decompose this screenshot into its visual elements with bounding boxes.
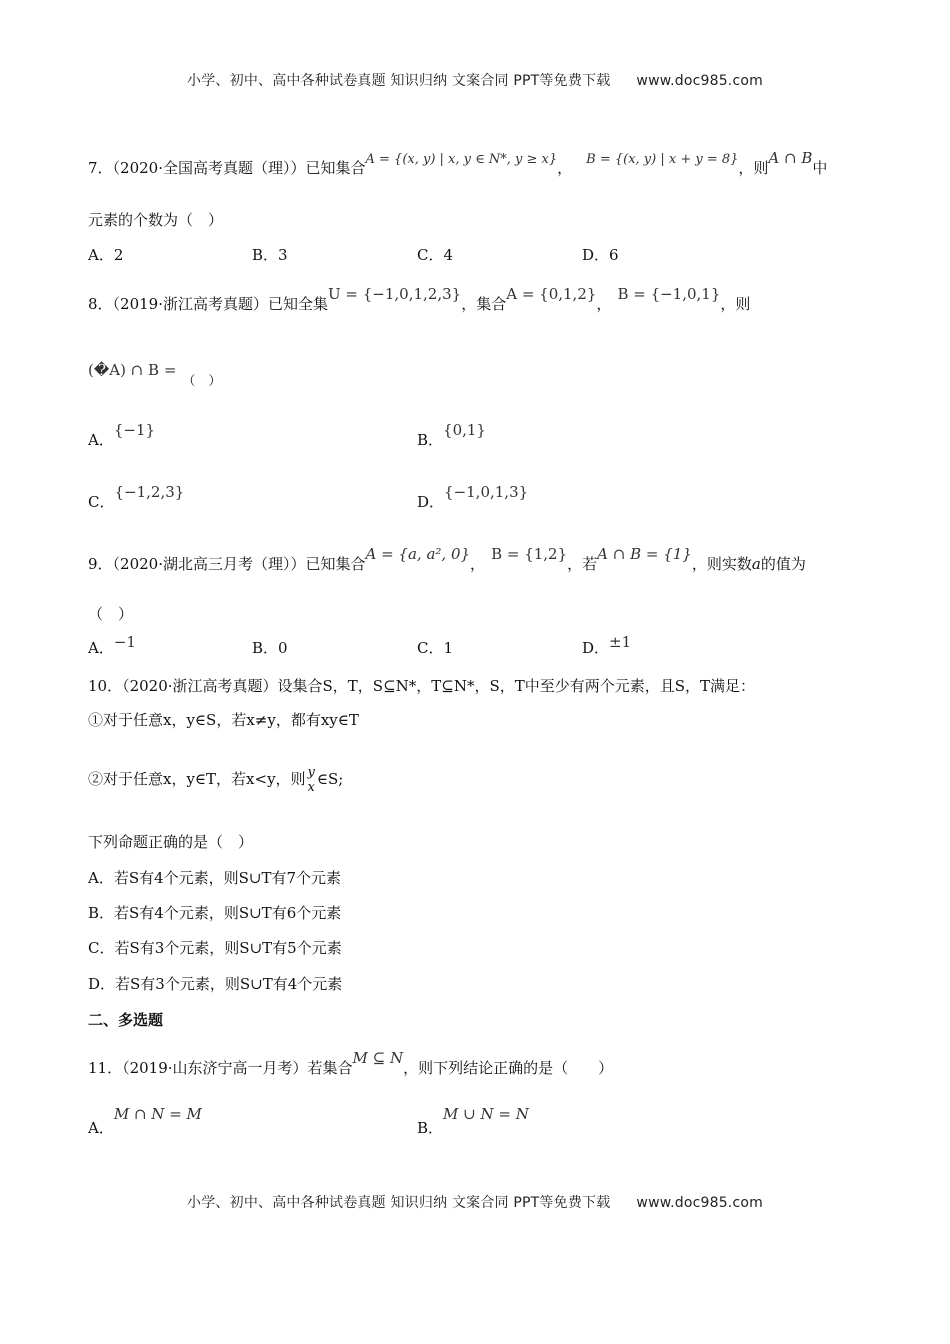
q9-source: （2020·湖北高三月考（理））已知集合 xyxy=(112,555,366,573)
q7-tail: 中 xyxy=(812,159,828,177)
q8-paren: （ ） xyxy=(182,374,222,389)
q9-number: 9． xyxy=(88,555,113,573)
q8-set-a: A = {0,1,2} xyxy=(506,285,597,303)
q8-option-b-value: {0,1} xyxy=(443,421,486,439)
section-heading xyxy=(88,1010,163,1030)
q7-option-d: D．6 xyxy=(582,246,619,264)
q8-mid: ，集合 xyxy=(461,295,507,313)
q8-then: ，则 xyxy=(720,295,751,313)
q10-option-c: C．若S有3个元素，则S∪T有5个元素 xyxy=(88,939,342,957)
q9-option-a-value: −1 xyxy=(113,633,136,651)
q11-expression: M ⊆ N xyxy=(352,1049,404,1067)
q7-number: 7． xyxy=(88,159,113,177)
q8-option-d xyxy=(417,483,529,512)
q8-expression: (�A) ∩ B = xyxy=(88,361,177,379)
q8-set-b: B = {−1,0,1} xyxy=(617,285,721,303)
q9-option-a xyxy=(88,633,136,658)
q9-option-d-value: ±1 xyxy=(609,633,632,651)
q10-condition-2-text: ②对于任意x，y∈T，若x<y，则 xyxy=(88,770,306,788)
q10-condition-1: ①对于任意x，y∈S，若x≠y，都有xy∈T xyxy=(88,711,359,729)
q8-option-a-label: A． xyxy=(88,431,114,449)
q7-separator: ， xyxy=(557,159,573,177)
q9-separator: ， xyxy=(470,555,486,573)
q8-line1 xyxy=(88,285,751,314)
q9-variable: a xyxy=(751,555,761,573)
q9-option-d xyxy=(582,633,632,658)
q8-option-d-label: D． xyxy=(417,493,445,511)
q9-line2: （ ） xyxy=(88,605,134,623)
section-heading-text: 二、多选题 xyxy=(88,1011,164,1029)
q11-option-a-label: A． xyxy=(88,1119,114,1137)
q11-number: 11． xyxy=(88,1059,123,1077)
q9-option-b: B．0 xyxy=(252,639,288,657)
q7-option-c: C．4 xyxy=(417,246,454,264)
q10-line1: 10．（2020·浙江高考真题）设集合S，T，S⊆N*，T⊆N*，S，T中至少有两个元素，且S，T满足： xyxy=(88,677,756,695)
q10-condition-2-tail: ∈S; xyxy=(316,770,344,788)
q11-source: （2019·山东济宁高一月考）若集合 xyxy=(122,1059,353,1077)
q8-option-c-label: C． xyxy=(88,493,115,511)
q8-option-a-value: {−1} xyxy=(113,421,156,439)
footer-banner xyxy=(0,1192,950,1212)
q8-option-c-value: {−1,2,3} xyxy=(114,483,185,501)
header-url[interactable]: www.doc985.com xyxy=(636,73,763,89)
header-banner xyxy=(0,70,950,90)
q10-fraction xyxy=(308,765,315,795)
q11-option-a xyxy=(88,1105,202,1138)
q10-condition-2 xyxy=(88,760,343,798)
q8-option-b xyxy=(417,421,486,450)
q8-option-a xyxy=(88,421,156,450)
q11-line1 xyxy=(88,1049,614,1078)
q10-option-a: A．若S有4个元素，则S∪T有7个元素 xyxy=(88,869,342,887)
q11-option-b xyxy=(417,1105,529,1138)
q7-set-a: A = {(x, y) | x, y ∈ N*, y ≥ x} xyxy=(365,152,558,167)
q10-fraction-denominator: x xyxy=(307,780,315,795)
q9-set-a: A = {a, a², 0} xyxy=(365,545,471,563)
header-text: 小学、初中、高中各种试卷真题 知识归纳 文案合同 PPT等免费下载 xyxy=(187,73,611,89)
q7-source: （2020·全国高考真题（理））已知集合 xyxy=(112,159,366,177)
q9-if: ，若 xyxy=(567,555,598,573)
q8-option-b-label: B． xyxy=(417,431,444,449)
q8-option-d-value: {−1,0,1,3} xyxy=(444,483,529,501)
q9-option-a-label: A． xyxy=(88,639,114,657)
q9-option-d-label: D． xyxy=(582,639,610,657)
q9-tail: 的值为 xyxy=(760,555,806,573)
q10-prompt: 下列命题正确的是（ ） xyxy=(88,833,254,851)
footer-text: 小学、初中、高中各种试卷真题 知识归纳 文案合同 PPT等免费下载 xyxy=(187,1195,611,1211)
q11-option-b-label: B． xyxy=(417,1119,444,1137)
q9-set-b: B = {1,2} xyxy=(491,545,568,563)
q8-option-c xyxy=(88,483,185,512)
q9-option-c: C．1 xyxy=(417,639,454,657)
q7-set-b: B = {(x, y) | x + y = 8} xyxy=(586,152,739,167)
q10-option-b: B．若S有4个元素，则S∪T有6个元素 xyxy=(88,904,342,922)
q11-option-b-value: M ∪ N = N xyxy=(443,1105,529,1123)
q9-condition: A ∩ B = {1} xyxy=(597,545,692,563)
q9-line1 xyxy=(88,545,806,574)
q11-option-a-value: M ∩ N = M xyxy=(113,1105,202,1123)
q10-fraction-numerator: y xyxy=(307,765,315,780)
q7-line1 xyxy=(88,149,828,180)
q7-expression: A ∩ B xyxy=(768,149,813,167)
q8-line2 xyxy=(88,361,222,389)
q8-number: 8． xyxy=(88,295,113,313)
q8-source: （2019·浙江高考真题）已知全集 xyxy=(112,295,328,313)
q9-then: ，则实数 xyxy=(691,555,752,573)
q8-set-u: U = {−1,0,1,2,3} xyxy=(328,285,462,303)
footer-url[interactable]: www.doc985.com xyxy=(636,1195,763,1211)
q10-option-d: D．若S有3个元素，则S∪T有4个元素 xyxy=(88,975,343,993)
q11-tail: ，则下列结论正确的是（ ） xyxy=(403,1059,614,1077)
q8-separator: ， xyxy=(596,295,612,313)
q7-line2: 元素的个数为（ ） xyxy=(88,211,224,229)
q7-then: ，则 xyxy=(738,159,769,177)
q7-option-a: A．2 xyxy=(88,246,124,264)
q7-option-b: B．3 xyxy=(252,246,288,264)
